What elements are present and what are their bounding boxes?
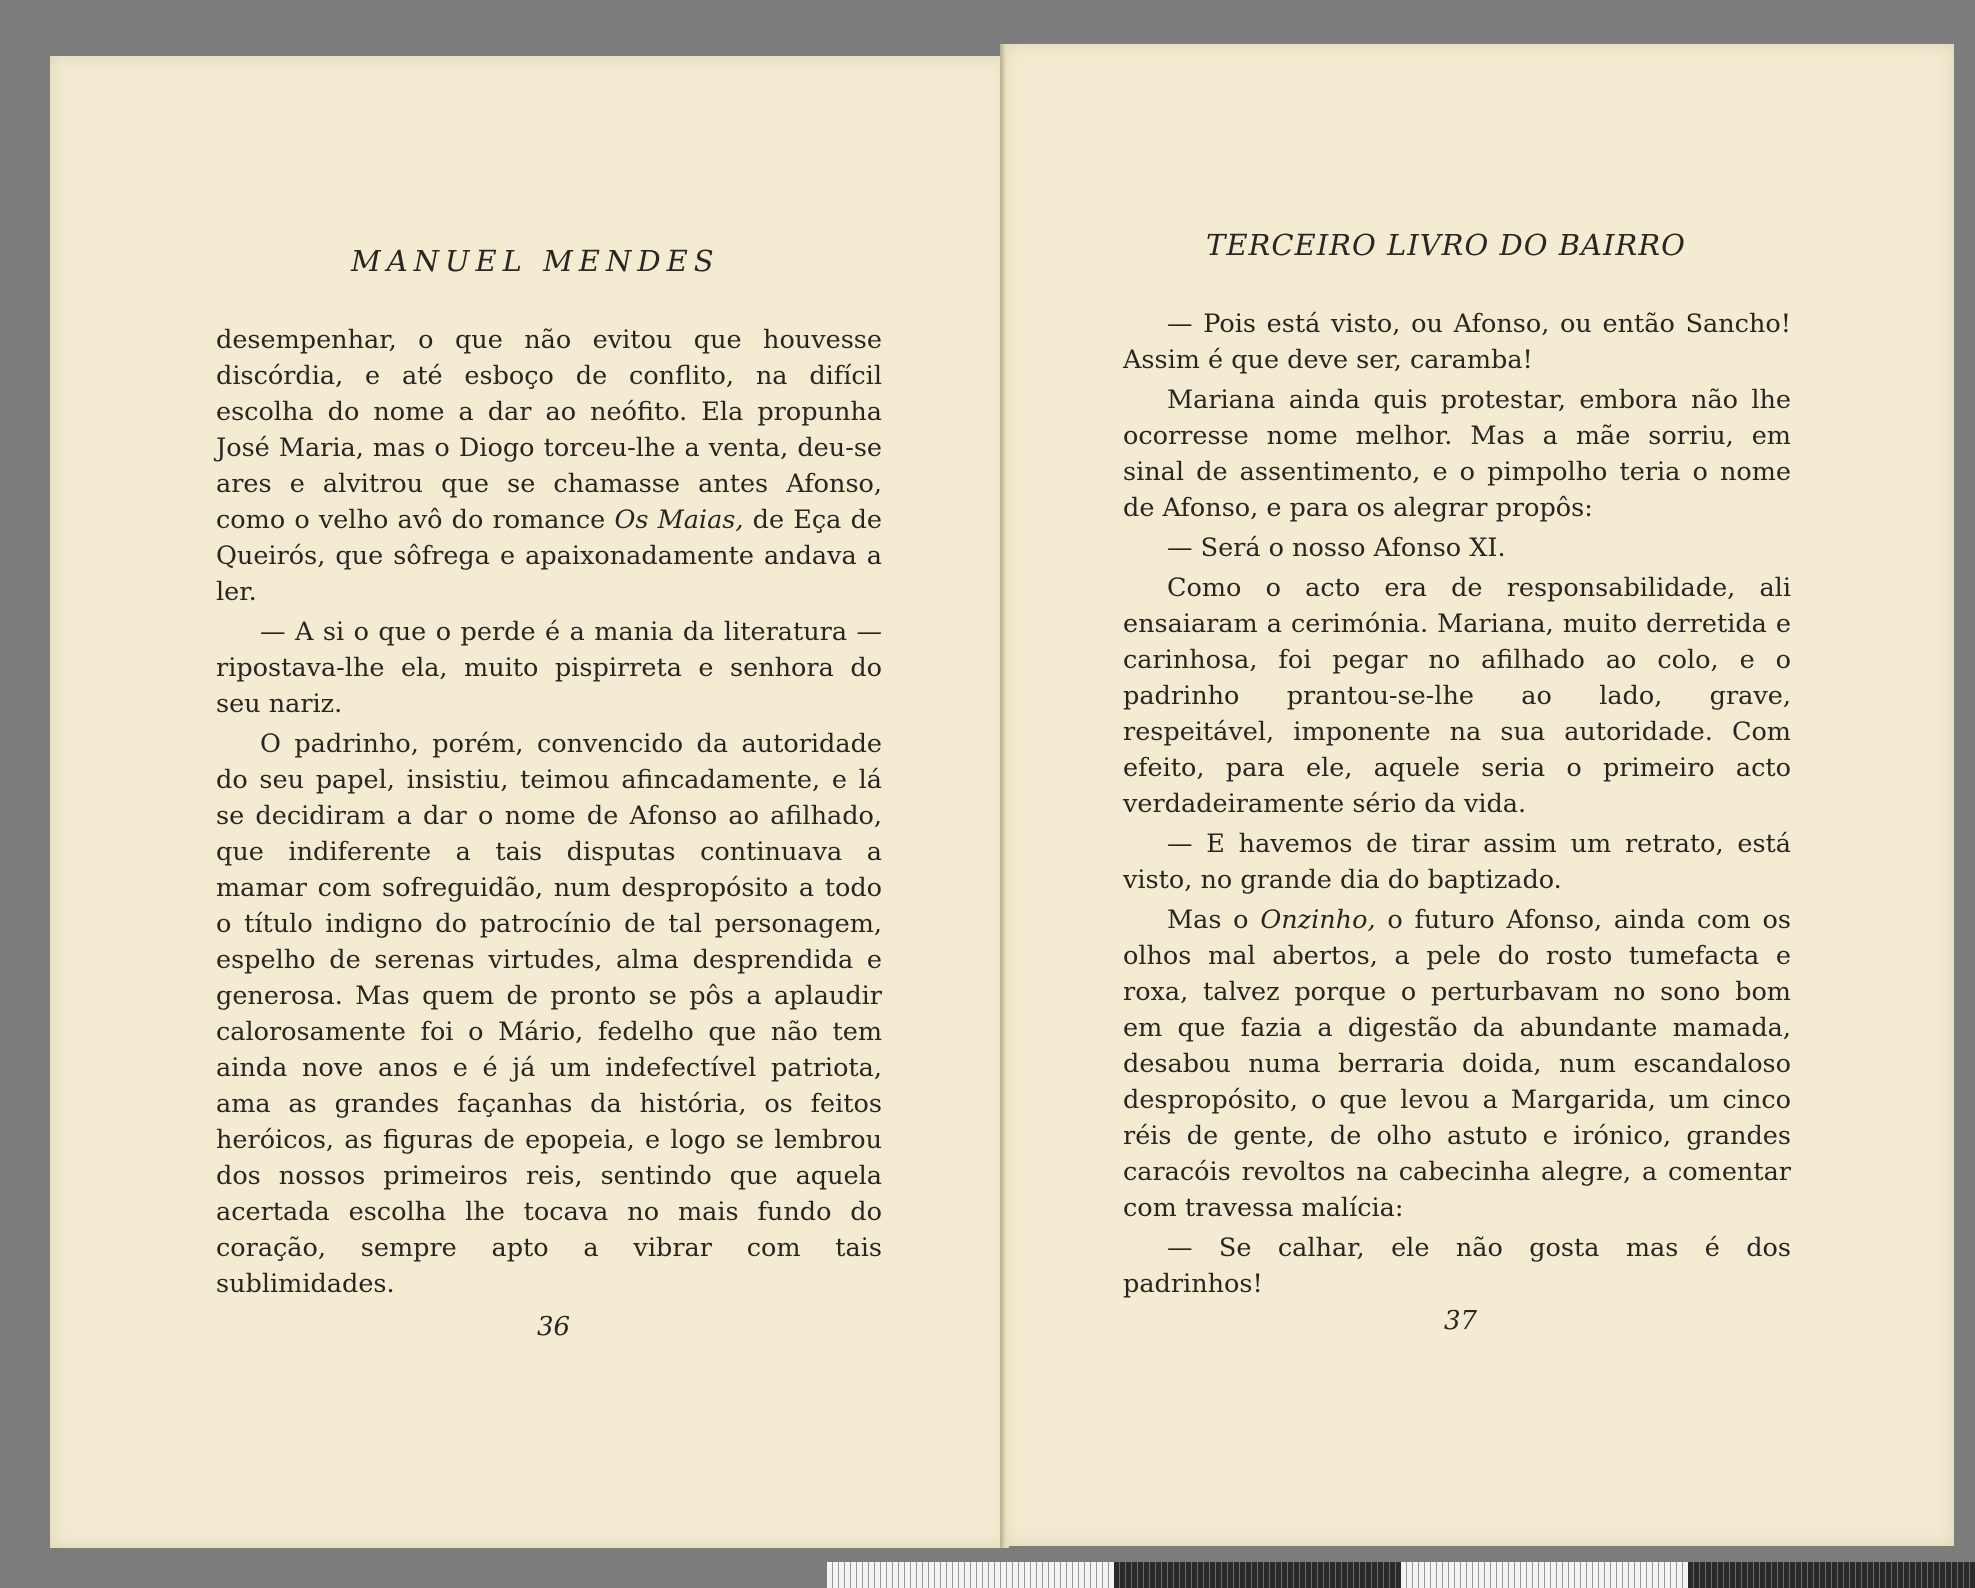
paragraph: — Se calhar, ele não gosta mas é dos padrinhos! (1123, 1233, 1791, 1299)
paragraph: Mas o Onzinho, o futuro Afonso, ainda com os olhos mal abertos, a pele do rosto tumefacta e roxa, talvez porque o perturbavam no sono bom em que fazia a digestão da abundante mamada, desabou numa berraria doida, num escandaloso despropósito, o que levou a Margarida, um cinco réis de gente, de olho astuto e irónico, grandes caracóis revoltos na cabecinha alegre, a comentar com travessa malícia: (1123, 905, 1791, 1223)
paragraph: Como o acto era de responsabilidade, ali ensaiaram a cerimónia. Mariana, muito derretida e carinhosa, foi pegar no afilhado ao colo, e o padrinho prantou-se-lhe ao lado, grave, respeitável, imponente na sua autoridade. Com efeito, para ele, aquele seria o primeiro acto verdadeiramente sério da vida. (1123, 573, 1791, 819)
left-page-text (216, 322, 882, 1306)
right-page-number: 37 (1444, 1306, 1478, 1336)
paragraph: Mariana ainda quis protestar, embora não lhe ocorresse nome melhor. Mas a mãe sorriu, em sinal de assentimento, e o pimpolho teria o nome de Afonso, e para os alegrar propôs: (1123, 385, 1791, 523)
book-spine (1000, 44, 1006, 1548)
left-running-head: MANUEL MENDES (351, 244, 720, 278)
paragraph: desempenhar, o que não evitou que houvesse discórdia, e até esboço de conflito, na difícil escolha do nome a dar ao neófito. Ela propunha José Maria, mas o Diogo torceu-lhe a venta, deu-se ares e alvitrou que se chamasse antes Afonso, como o velho avô do romance Os Maias, de Eça de Queirós, que sôfrega e apaixonadamente andava a ler. (216, 325, 882, 607)
ruler-segment (1688, 1562, 1975, 1588)
paragraph: — Pois está visto, ou Afonso, ou então Sancho! Assim é que deve ser, caramba! (1123, 309, 1791, 375)
paragraph: — A si o que o perde é a mania da literatura — ripostava-lhe ela, muito pispirreta e senhora do seu nariz. (216, 617, 882, 719)
scale-ruler (827, 1562, 1975, 1588)
right-running-head: TERCEIRO LIVRO DO BAIRRO (1206, 228, 1686, 262)
ruler-segment (827, 1562, 1114, 1588)
left-page-number: 36 (537, 1312, 571, 1342)
paragraph: — Será o nosso Afonso XI. (1167, 533, 1506, 563)
ruler-segment (1114, 1562, 1401, 1588)
ruler-segment (1401, 1562, 1688, 1588)
book-title-emphasis: Os Maias, (614, 505, 744, 535)
right-page-text (1123, 306, 1791, 1306)
paragraph: — E havemos de tirar assim um retrato, está visto, no grande dia do baptizado. (1123, 829, 1791, 895)
paragraph: O padrinho, porém, convencido da autoridade do seu papel, insistiu, teimou afincadamente, e lá se decidiram a dar o nome de Afonso ao afilhado, que indiferente a tais disputas continuava a mamar com sofreguidão, num despropósito a todo o título indigno do patrocínio de tal personagem, espelho de serenas virtudes, alma desprendida e generosa. Mas quem de pronto se pôs a aplaudir calorosamente foi o Mário, fedelho que não tem ainda nove anos e é já um indefectível patriota, ama as grandes façanhas da história, os feitos heróicos, as figuras de epopeia, e logo se lembrou dos nossos primeiros reis, sentindo que aquela acertada escolha lhe tocava no mais fundo do coração, sempre apto a vibrar com tais sublimidades. (216, 729, 882, 1299)
nickname-emphasis: Onzinho, (1260, 905, 1376, 935)
